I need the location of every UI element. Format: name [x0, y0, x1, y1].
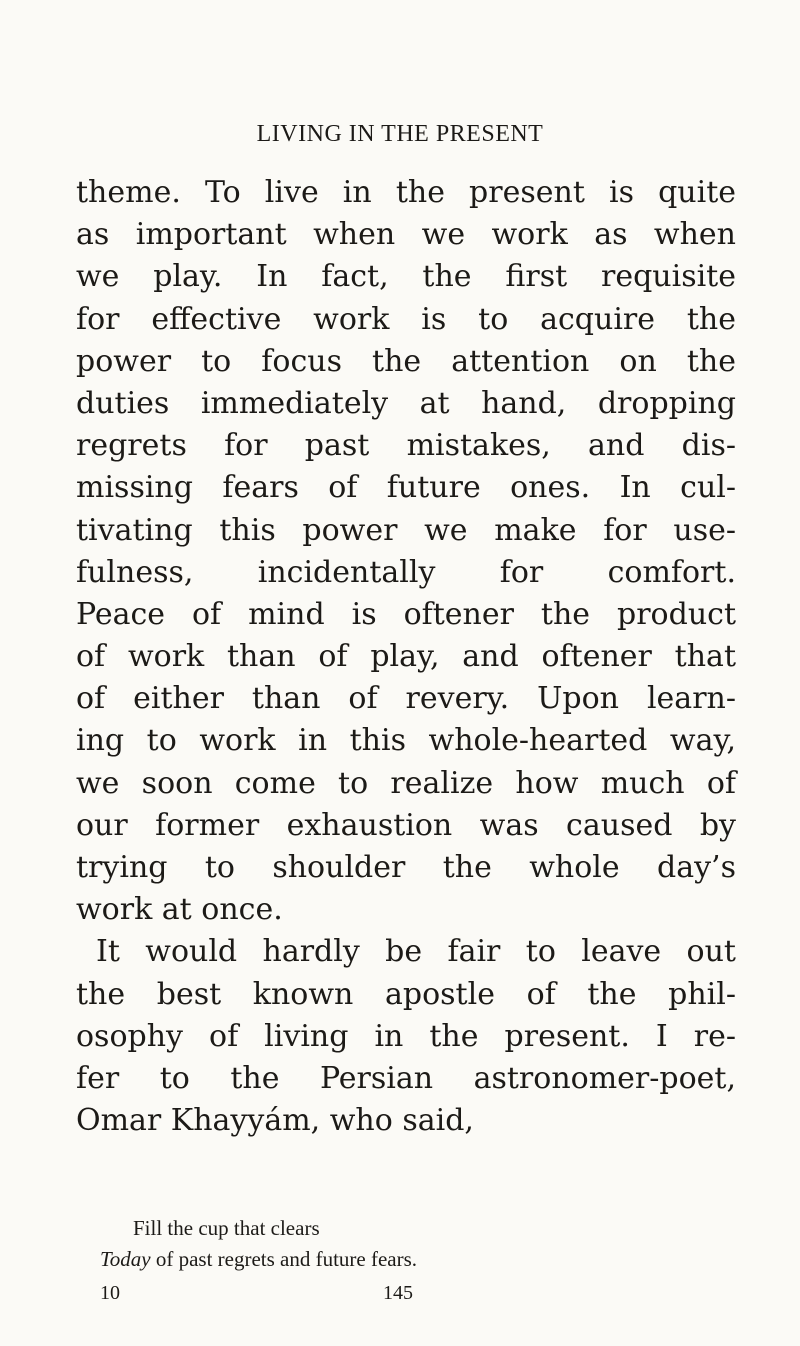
text-line: of work than of play, and oftener that	[76, 639, 736, 675]
text-line: as important when we work as when	[76, 217, 736, 253]
verse-italic-word: Today	[100, 1247, 151, 1271]
text-line: osophy of living in the present. I re-	[76, 1018, 736, 1054]
running-head: LIVING IN THE PRESENT	[256, 121, 544, 147]
text-line: missing fears of future ones. In cul-	[76, 470, 736, 506]
text-line: fer to the Persian astronomer-poet,	[76, 1060, 736, 1096]
verse-line-rest: of past regrets and future fears.	[150, 1247, 418, 1271]
verse-line	[100, 1244, 720, 1275]
text-line: fulness, incidentally for comfort.	[76, 554, 736, 590]
page-number: 145	[383, 1282, 413, 1304]
body-text	[76, 172, 736, 1142]
text-line: we soon come to realize how much of	[76, 765, 736, 801]
verse-line: Fill the cup that clears	[133, 1216, 320, 1240]
text-line: ing to work in this whole-hearted way,	[76, 723, 736, 759]
text-line: tivating this power we make for use-	[76, 512, 736, 548]
text-line: work at once.	[76, 892, 283, 928]
text-line: we play. In fact, the first requisite	[76, 259, 736, 295]
text-line: the best known apostle of the phil-	[76, 976, 736, 1012]
text-line: theme. To live in the present is quite	[76, 175, 736, 210]
text-line: Omar Khayyám, who said,	[76, 1103, 474, 1139]
text-line: duties immediately at hand, dropping	[76, 385, 736, 421]
text-line: for effective work is to acquire the	[76, 301, 736, 337]
text-line: regrets for past mistakes, and dis-	[76, 428, 736, 464]
text-line: of either than of revery. Upon learn-	[76, 681, 736, 717]
verse-quote	[100, 1213, 720, 1275]
signature-mark: 10	[100, 1282, 120, 1304]
text-line: trying to shoulder the whole day’s	[76, 850, 736, 885]
text-line: our former exhaustion was caused by	[76, 807, 736, 843]
text-line: Peace of mind is oftener the product	[76, 596, 736, 632]
text-line: It would hardly be fair to leave out	[96, 934, 736, 970]
text-line: power to focus the attention on the	[76, 343, 736, 379]
